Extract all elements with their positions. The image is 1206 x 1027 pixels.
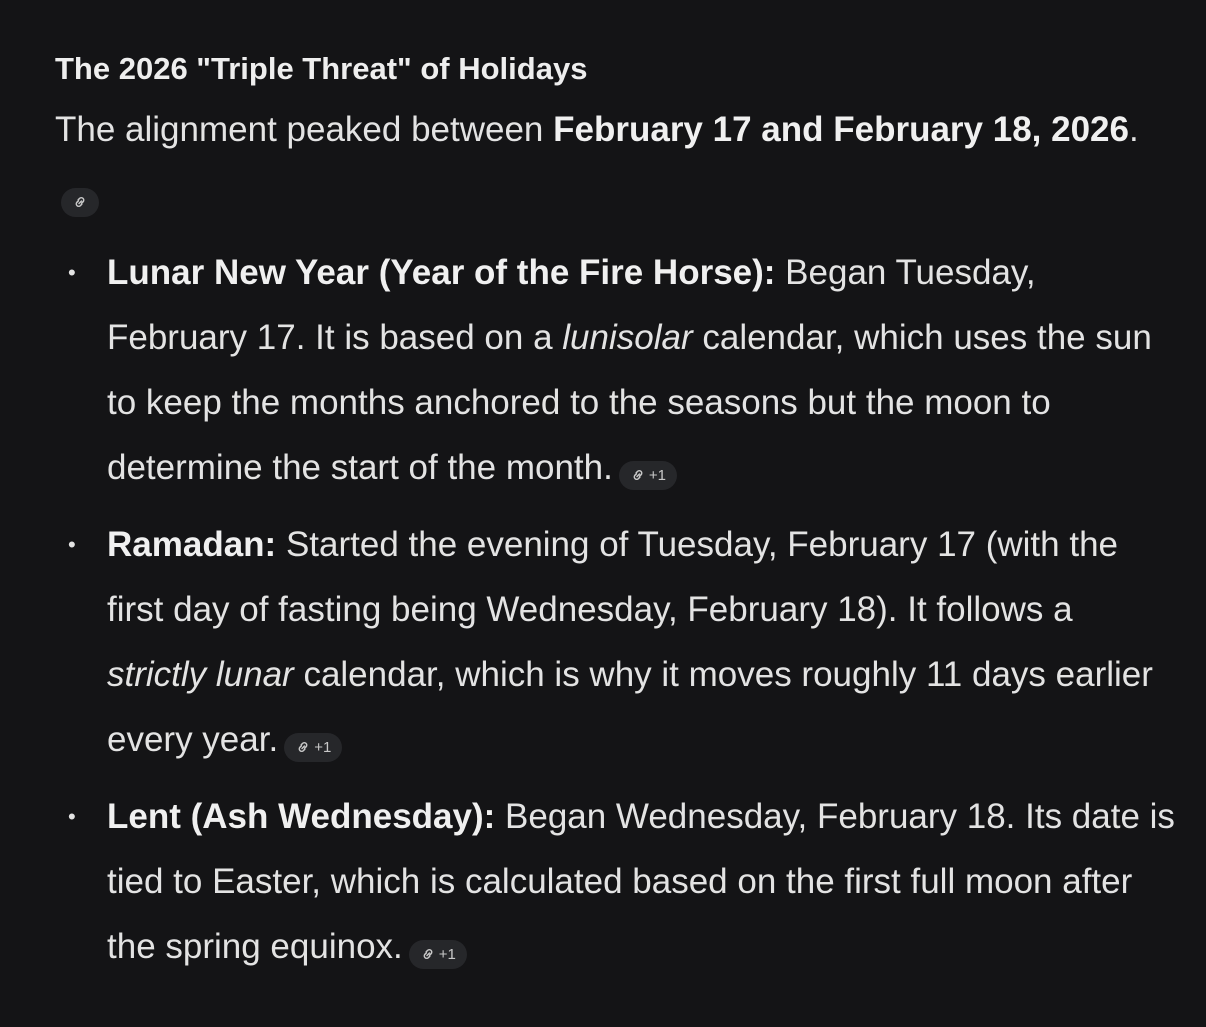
link-icon	[420, 946, 436, 962]
list-bullet: •	[68, 260, 76, 285]
item-emphasis: strictly lunar	[107, 655, 294, 694]
item-emphasis: lunisolar	[562, 318, 693, 357]
intro-bold-dates: February 17 and February 18, 2026	[553, 110, 1129, 149]
item-text: Started the evening of Tuesday, February 17 (with the first day of fasting being Wednesday, February 18). It follows a	[107, 525, 1118, 629]
source-count: +1	[648, 466, 666, 484]
item-text: Began Tuesday, February 17. It is based on a	[107, 253, 1036, 357]
section-heading: The 2026 "Triple Threat" of Holidays	[55, 51, 588, 86]
source-link-chip[interactable]	[61, 188, 99, 217]
source-link-chip[interactable]	[409, 940, 467, 969]
source-count: +1	[438, 945, 456, 963]
list-bullet: •	[68, 532, 76, 557]
link-icon	[295, 739, 311, 755]
link-icon	[630, 467, 646, 483]
item-title: Ramadan:	[107, 525, 277, 564]
intro-suffix: .	[1128, 110, 1139, 149]
list-item-ramadan	[55, 512, 1175, 772]
item-text-after: calendar, which uses the sun to keep the months anchored to the seasons but the moon to determine the start of the month.	[107, 318, 1152, 487]
source-count: +1	[314, 738, 332, 756]
response-content	[55, 48, 1175, 991]
intro-prefix: The alignment peaked between	[55, 110, 554, 149]
list-item-lent	[55, 784, 1175, 979]
item-text-after: calendar, which is why it moves roughly 11 days earlier every year.	[107, 655, 1153, 759]
intro-paragraph	[55, 97, 1175, 227]
holiday-list	[55, 240, 1175, 979]
link-icon	[72, 194, 88, 210]
source-link-chip[interactable]	[619, 461, 677, 490]
source-link-chip[interactable]	[284, 733, 342, 762]
item-title: Lunar New Year (Year of the Fire Horse):	[107, 253, 776, 292]
list-item-lunar-new-year	[55, 240, 1175, 500]
item-text: Began Wednesday, February 18. Its date is tied to Easter, which is calculated based on the first full moon after the spring equinox.	[107, 797, 1175, 966]
item-title: Lent (Ash Wednesday):	[107, 797, 496, 836]
list-bullet: •	[68, 804, 76, 829]
